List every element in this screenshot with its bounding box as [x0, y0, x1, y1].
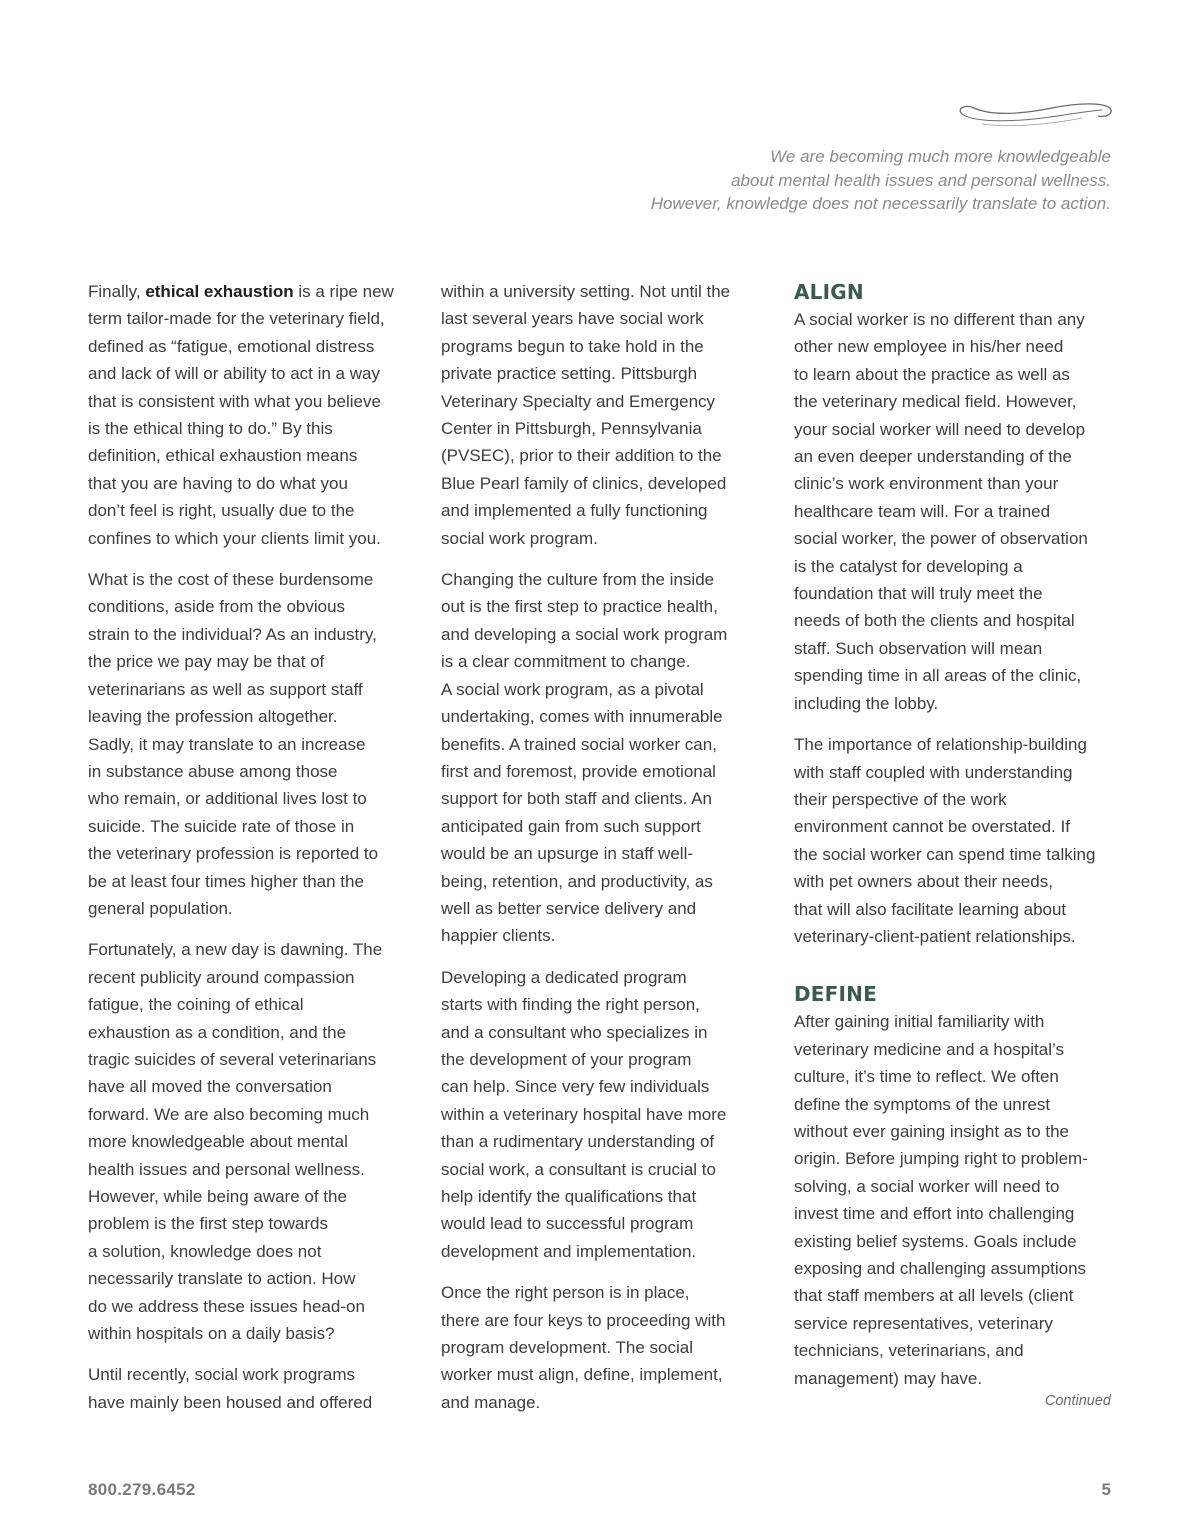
paragraph-line: there are four keys to proceeding with	[441, 1310, 726, 1330]
paragraph-line: staff. Such observation will mean	[794, 638, 1043, 658]
paragraph-line: A social worker is no different than any	[794, 310, 1085, 329]
paragraph-line: more knowledgeable about mental	[88, 1132, 348, 1152]
paragraph-line: the veterinary medical field. However,	[794, 392, 1077, 412]
paragraph-line: Changing the culture from the inside	[441, 570, 715, 590]
paragraph-line: first and foremost, provide emotional	[441, 761, 716, 781]
paragraph-line: out is the first step to practice health,	[441, 597, 718, 617]
paragraph-line: define the symptoms of the unrest	[794, 1094, 1051, 1114]
pull-quote-line: We are becoming much more knowledgeable	[770, 147, 1111, 166]
paragraph-line: do we address these issues head-on	[88, 1296, 365, 1316]
paragraph-line: needs of both the clients and hospital	[794, 611, 1075, 631]
column-3	[794, 278, 1116, 1406]
paragraph-line: origin. Before jumping right to problem-	[794, 1149, 1088, 1169]
paragraph-line: the price we pay may be that of	[88, 652, 325, 672]
paragraph-line: term tailor-made for the veterinary field,	[88, 309, 385, 329]
paragraph	[441, 1279, 763, 1416]
paragraph-line: and developing a social work program	[441, 624, 728, 644]
paragraph-line: clinic’s work environment than your	[794, 474, 1059, 494]
paragraph-line: support for both staff and clients. An	[441, 789, 712, 809]
paragraph-line: with staff coupled with understanding	[794, 762, 1073, 782]
paragraph-line: worker must align, define, implement,	[441, 1365, 723, 1385]
paragraph-line: can help. Since very few individuals	[441, 1077, 710, 1097]
paragraph-line: tragic suicides of several veterinarians	[88, 1049, 377, 1069]
paragraph-line: and lack of will or ability to act in a way	[88, 364, 380, 384]
paragraph	[794, 1008, 1116, 1392]
paragraph-line: to learn about the practice as well as	[794, 364, 1070, 384]
paragraph-line: veterinary-client-patient relationships.	[794, 926, 1076, 946]
bold-term: ethical exhaustion	[145, 282, 294, 301]
footer-phone: 800.279.6452	[88, 1480, 196, 1499]
paragraph-line: would be an upsurge in staff well-	[441, 844, 694, 864]
decorative-flourish-icon	[952, 98, 1114, 132]
paragraph-line: Blue Pearl family of clinics, developed	[441, 473, 727, 493]
paragraph-line: strain to the individual? As an industry,	[88, 624, 377, 644]
paragraph-line: existing belief systems. Goals include	[794, 1231, 1077, 1251]
column-1	[88, 278, 410, 1430]
page-number: 5	[1101, 1480, 1111, 1499]
paragraph	[441, 964, 763, 1265]
paragraph-line: within a veterinary hospital have more	[441, 1104, 727, 1124]
paragraph-line: being, retention, and productivity, as	[441, 871, 713, 891]
paragraph-line: the social worker can spend time talking	[794, 844, 1096, 864]
paragraph-line	[88, 278, 410, 305]
paragraph	[88, 1361, 410, 1416]
paragraph-line: private practice setting. Pittsburgh	[441, 364, 698, 384]
paragraph-line: recent publicity around compassion	[88, 967, 355, 987]
paragraph-line: technicians, veterinarians, and	[794, 1341, 1024, 1361]
paragraph-line: management) may have.	[794, 1368, 983, 1388]
paragraph-line: veterinarians as well as support staff	[88, 679, 363, 699]
paragraph-line: than a rudimentary understanding of	[441, 1132, 715, 1152]
paragraph-line: fatigue, the coining of ethical	[88, 995, 304, 1015]
paragraph-line: social work program.	[441, 528, 598, 548]
paragraph	[441, 566, 763, 950]
paragraph-line: exhaustion as a condition, and the	[88, 1022, 347, 1042]
paragraph-line: service representatives, veterinary	[794, 1313, 1053, 1333]
paragraph-line: veterinary medicine and a hospital’s	[794, 1039, 1064, 1059]
pull-quote	[471, 145, 1111, 216]
paragraph-line: forward. We are also becoming much	[88, 1104, 370, 1124]
paragraph-line: help identify the qualifications that	[441, 1187, 697, 1206]
paragraph-line: healthcare team will. For a trained	[794, 501, 1051, 521]
text-run: Finally,	[88, 282, 146, 301]
paragraph-line: including the lobby.	[794, 693, 939, 713]
paragraph-line: programs begun to take hold in the	[441, 336, 704, 356]
paragraph-line: with pet owners about their needs,	[794, 872, 1053, 892]
paragraph-line: social worker, the power of observation	[794, 529, 1088, 549]
paragraph-line: other new employee in his/her need	[794, 337, 1064, 357]
paragraph-line: Center in Pittsburgh, Pennsylvania	[441, 419, 702, 439]
paragraph-line: (PVSEC), prior to their addition to the	[441, 446, 722, 466]
section-heading-align: ALIGN	[794, 280, 864, 304]
paragraph-line: suicide. The suicide rate of those in	[88, 816, 355, 836]
paragraph	[441, 278, 763, 552]
paragraph-line: is the catalyst for developing a	[794, 556, 1023, 576]
paragraph-line: Developing a dedicated program	[441, 967, 687, 987]
paragraph-line: that you are having to do what you	[88, 473, 348, 493]
paragraph-line: undertaking, comes with innumerable	[441, 707, 723, 727]
paragraph-line: invest time and effort into challenging	[794, 1204, 1075, 1224]
paragraph-line: an even deeper understanding of the	[794, 447, 1072, 467]
paragraph-line: Fortunately, a new day is dawning. The	[88, 940, 383, 960]
paragraph-line: Sadly, it may translate to an increase	[88, 734, 366, 754]
paragraph-line: be at least four times higher than the	[88, 871, 364, 891]
paragraph-line: defined as “fatigue, emotional distress	[88, 336, 375, 356]
paragraph	[88, 278, 410, 552]
paragraph-line: last several years have social work	[441, 309, 704, 329]
paragraph-line: and implemented a fully functioning	[441, 501, 708, 521]
paragraph-line: general population.	[88, 898, 233, 918]
paragraph-line: solving, a social worker will need to	[794, 1176, 1060, 1196]
paragraph-line: your social worker will need to develop	[794, 419, 1086, 439]
paragraph-line: their perspective of the work	[794, 789, 1007, 809]
paragraph-line: confines to which your clients limit you.	[88, 528, 381, 548]
paragraph-line: benefits. A trained social worker can,	[441, 734, 717, 754]
paragraph-line: However, while being aware of the	[88, 1187, 347, 1206]
pull-quote-line: about mental health issues and personal wellness.	[731, 170, 1111, 190]
paragraph	[88, 936, 410, 1347]
paragraph-line: culture, it’s time to reflect. We often	[794, 1067, 1059, 1087]
paragraph-line: anticipated gain from such support	[441, 816, 701, 836]
paragraph-line: leaving the profession altogether.	[88, 707, 338, 727]
paragraph	[794, 731, 1116, 950]
paragraph-line: is the ethical thing to do.” By this	[88, 419, 333, 439]
section-heading-define: DEFINE	[794, 982, 877, 1007]
text-run: is a ripe new	[293, 282, 394, 301]
paragraph-line: within hospitals on a daily basis?	[88, 1324, 335, 1344]
paragraph-line: well as better service delivery and	[441, 898, 697, 918]
paragraph-line: is a clear commitment to change.	[441, 652, 691, 672]
paragraph-line: After gaining initial familiarity with	[794, 1012, 1045, 1032]
paragraph-line: have mainly been housed and offered	[88, 1392, 373, 1412]
paragraph-line: Veterinary Specialty and Emergency	[441, 391, 716, 411]
paragraph-line: exposing and challenging assumptions	[794, 1259, 1087, 1278]
paragraph-line: don’t feel is right, usually due to the	[88, 501, 355, 521]
paragraph-line: definition, ethical exhaustion means	[88, 446, 358, 466]
paragraph-line: development and implementation.	[441, 1241, 697, 1261]
paragraph-line: the veterinary profession is reported to	[88, 844, 379, 864]
pull-quote-line: However, knowledge does not necessarily translate to action.	[650, 194, 1111, 213]
paragraph-line: What is the cost of these burdensome	[88, 570, 374, 590]
paragraph-line: that staff members at all levels (client	[794, 1286, 1074, 1306]
paragraph-line: The importance of relationship-building	[794, 735, 1087, 755]
paragraph-line: necessarily translate to action. How	[88, 1269, 356, 1289]
paragraph-line: environment cannot be overstated. If	[794, 817, 1070, 837]
paragraph-line: without ever gaining insight as to the	[794, 1121, 1070, 1141]
paragraph-line: that is consistent with what you believe	[88, 391, 381, 411]
paragraph-line: problem is the first step towards	[88, 1214, 328, 1234]
paragraph-line: Once the right person is in place,	[441, 1283, 690, 1303]
paragraph-line: who remain, or additional lives lost to	[88, 789, 367, 809]
continued-label: Continued	[1044, 1393, 1111, 1409]
paragraph-line: starts with finding the right person,	[441, 995, 700, 1015]
paragraph-line: a solution, knowledge does not	[88, 1241, 322, 1261]
paragraph-line: health issues and personal wellness.	[88, 1159, 365, 1179]
paragraph	[794, 306, 1116, 717]
paragraph-line: and manage.	[441, 1392, 541, 1412]
column-2	[441, 278, 763, 1430]
paragraph-line: Until recently, social work programs	[88, 1365, 356, 1385]
paragraph-line: happier clients.	[441, 926, 556, 946]
paragraph	[88, 566, 410, 922]
paragraph-line: social work, a consultant is crucial to	[441, 1159, 716, 1179]
paragraph-line: A social work program, as a pivotal	[441, 679, 704, 699]
paragraph-line: and a consultant who specializes in	[441, 1022, 708, 1042]
paragraph-line: spending time in all areas of the clinic,	[794, 666, 1082, 686]
paragraph-line: would lead to successful program	[441, 1214, 694, 1234]
paragraph-line: that will also facilitate learning about	[794, 899, 1067, 919]
paragraph-line: program development. The social	[441, 1338, 693, 1358]
paragraph-line: in substance abuse among those	[88, 761, 338, 781]
paragraph-line: conditions, aside from the obvious	[88, 597, 346, 617]
paragraph-line: the development of your program	[441, 1049, 692, 1069]
paragraph-line: foundation that will truly meet the	[794, 584, 1043, 604]
paragraph-line: within a university setting. Not until the	[441, 282, 731, 301]
paragraph-line: have all moved the conversation	[88, 1077, 332, 1097]
